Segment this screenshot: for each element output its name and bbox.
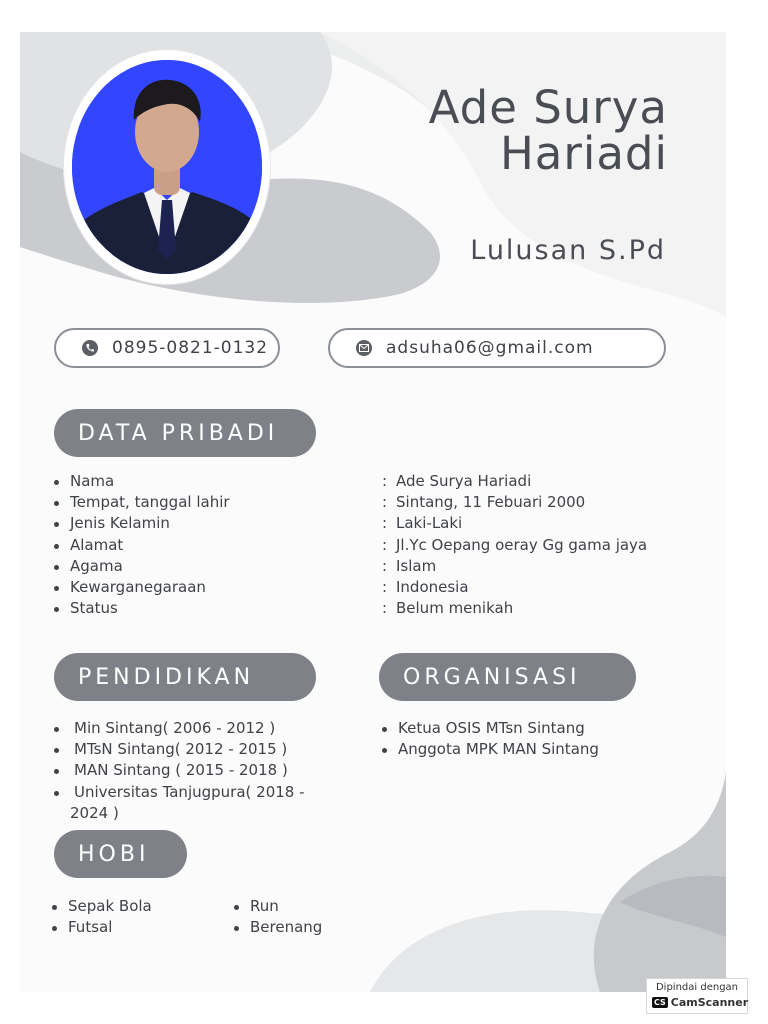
resume-page [20, 32, 726, 992]
phone-pill [54, 328, 280, 368]
field-label: Tempat, tanggal lahir [52, 492, 230, 513]
section-data-pribadi: DATA PRIBADI [54, 409, 316, 457]
data-pribadi-values [382, 471, 647, 619]
field-label: Kewarganegaraan [52, 577, 230, 598]
hobi-list-2 [232, 896, 322, 938]
subtitle: Lulusan S.Pd [470, 235, 666, 266]
field-label: Alamat [52, 535, 230, 556]
list-item: MTsN Sintang( 2012 - 2015 ) [52, 739, 352, 760]
hobi-list-1 [50, 896, 152, 938]
stamp-line-1: Dipindai dengan [655, 982, 739, 993]
field-row: : Laki-Laki [382, 514, 463, 533]
list-item: Sepak Bola [50, 896, 152, 917]
list-item: Run [232, 896, 322, 917]
pendidikan-list [52, 718, 352, 824]
camscanner-stamp [646, 978, 748, 1014]
field-label: Jenis Kelamin [52, 513, 230, 534]
list-item-continuation: 2024 ) [70, 803, 119, 822]
field-row: : Islam [382, 556, 437, 575]
camscanner-logo-icon: CS [654, 998, 666, 1007]
phone-icon [82, 340, 98, 356]
full-name [308, 81, 668, 180]
mail-icon [356, 340, 372, 356]
field-value: Indonesia [396, 578, 469, 597]
field-row: : Indonesia [382, 578, 469, 597]
list-item: Berenang [232, 917, 322, 938]
stamp-brand [652, 996, 748, 1009]
field-value: Laki-Laki [396, 514, 463, 533]
email-pill [328, 328, 666, 368]
list-item: Anggota MPK MAN Sintang [380, 739, 599, 760]
field-row: : Ade Surya Hariadi [382, 472, 532, 490]
field-value: Islam [396, 556, 437, 575]
field-value: Ade Surya Hariadi [396, 472, 532, 490]
field-row: : Sintang, 11 Febuari 2000 [382, 493, 586, 512]
field-value: Sintang, 11 Febuari 2000 [396, 493, 586, 512]
field-label: Status [52, 598, 230, 619]
profile-photo [72, 60, 262, 274]
list-item: Universitas Tanjugpura( 2018 - [52, 782, 352, 803]
field-value: Belum menikah [396, 599, 514, 618]
list-item: Ketua OSIS MTsn Sintang [380, 718, 599, 739]
field-row: : Jl.Yc Oepang oeray Gg gama jaya [382, 535, 648, 554]
stamp-line-2: CamScanner [670, 996, 749, 1009]
name-line-2: Hariadi [499, 127, 668, 180]
name-line-1: Ade Surya [428, 81, 668, 134]
section-hobi: HOBI [54, 830, 187, 878]
organisasi-list [380, 718, 599, 760]
field-label: Agama [52, 556, 230, 577]
list-item: MAN Sintang ( 2015 - 2018 ) [52, 760, 352, 781]
section-organisasi: ORGANISASI [379, 653, 636, 701]
list-item: Min Sintang( 2006 - 2012 ) [52, 718, 352, 739]
field-row: : Belum menikah [382, 599, 514, 618]
field-value: Jl.Yc Oepang oeray Gg gama jaya [396, 535, 648, 554]
field-label: Nama [52, 471, 230, 492]
list-item: Futsal [50, 917, 152, 938]
email-address: adsuha06@gmail.com [386, 338, 594, 358]
data-pribadi-labels [52, 471, 230, 619]
section-pendidikan: PENDIDIKAN [54, 653, 316, 701]
phone-number: 0895-0821-0132 [112, 338, 269, 358]
